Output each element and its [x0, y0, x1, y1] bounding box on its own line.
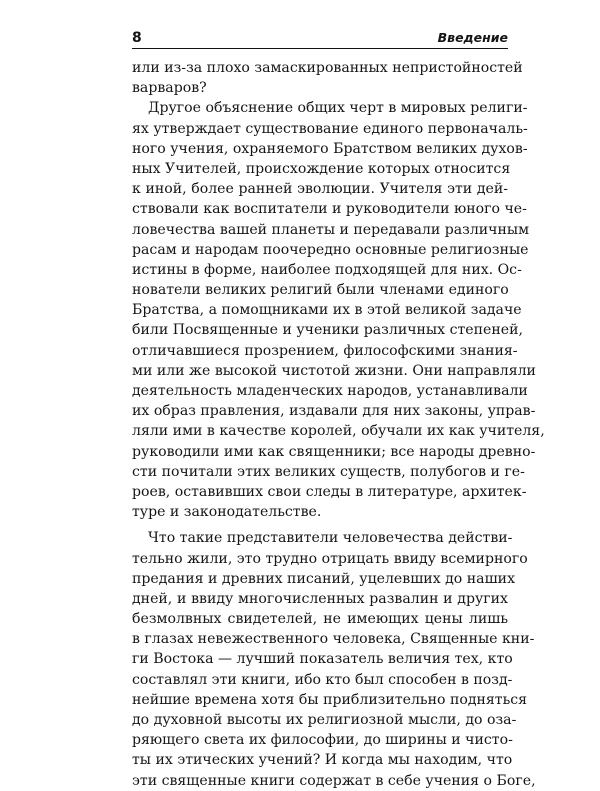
text-line: в глазах невежественного человека, Священные кни-	[132, 631, 535, 648]
text-line: ного учения, охраняемого Братством великих духов-	[132, 140, 528, 157]
text-line: нователи великих религий были членами единого	[132, 282, 509, 299]
text-line: отличавшиеся прозрением, философскими знания-	[132, 342, 518, 359]
text-line: сти почитали этих великих существ, полубогов и ге-	[132, 463, 525, 480]
page-number: 8	[132, 30, 142, 46]
text-line: эти священные книги содержат в себе учения о Боге,	[132, 772, 536, 789]
text-line: к иной, более ранней эволюции. Учителя эти дей-	[132, 181, 508, 198]
text-line: ми или же высокой чистотой жизни. Они направляли	[132, 362, 536, 379]
body-text	[132, 58, 545, 791]
text-line: ях утверждает существование единого первоначаль-	[132, 120, 528, 137]
text-line: Другое объяснение общих черт в мировых религи-	[148, 100, 528, 117]
text-line: ги Востока — лучший показатель величия тех, кто	[132, 651, 513, 668]
text-line: деятельность младенческих народов, устанавливали	[132, 383, 528, 399]
text-line: ляли ими в качестве королей, обучали их как учителя,	[132, 423, 545, 440]
text-line: ловечества вашей планеты и передавали различным	[132, 221, 530, 238]
header-rule	[132, 48, 508, 49]
text-line: ствовали как воспитатели и руководители юного че-	[132, 201, 527, 218]
text-line: роев, оставивших свои следы в литературе, архитек-	[132, 483, 527, 500]
text-line: нейшие времена хотя бы приблизительно подняться	[132, 691, 528, 708]
text-line: били Посвященные и ученики различных степеней,	[132, 322, 523, 339]
running-head: Введение	[437, 30, 508, 45]
text-line: ных Учителей, происхождение которых относится	[132, 160, 511, 177]
text-line: или из-за плохо замаскированных непристойностей	[132, 60, 523, 76]
text-line: ты их этических учений? И когда мы находим, что	[132, 752, 513, 769]
text-line: расам и народам поочередно основные религиозные	[132, 241, 529, 258]
text-line: Что такие представители человечества действи-	[148, 530, 513, 547]
text-line: тельно жили, это трудно отрицать ввиду всемирного	[132, 550, 528, 567]
text-line: варваров?	[132, 80, 207, 97]
text-line: ряющего света их философии, до ширины и чисто-	[132, 732, 513, 749]
text-line: составлял эти книги, ибо кто был способен в позд-	[132, 671, 513, 688]
page-header	[132, 29, 508, 49]
text-line: туре и законодательстве.	[132, 504, 322, 521]
text-line: предания и древних писаний, уцелевших до наших	[132, 570, 516, 587]
paragraph	[132, 528, 536, 790]
text-line: руководили ими как священники; все народы древно-	[132, 443, 536, 460]
paragraph	[132, 58, 523, 98]
text-line: до духовной высоты их религиозной мысли, до оза-	[132, 712, 517, 728]
text-line: безмолвных свидетелей, не имеющих цены лишь	[132, 611, 508, 628]
text-line: Братства, а помощниками их в этой великой задаче	[132, 302, 522, 319]
paragraph	[132, 98, 545, 522]
text-line: их образ правления, издавали для них законы, управ-	[132, 403, 536, 420]
text-line: истины в форме, наиболее подходящей для них. Ос-	[132, 261, 522, 278]
text-line: дней, и ввиду многочисленных развалин и других	[132, 590, 508, 607]
